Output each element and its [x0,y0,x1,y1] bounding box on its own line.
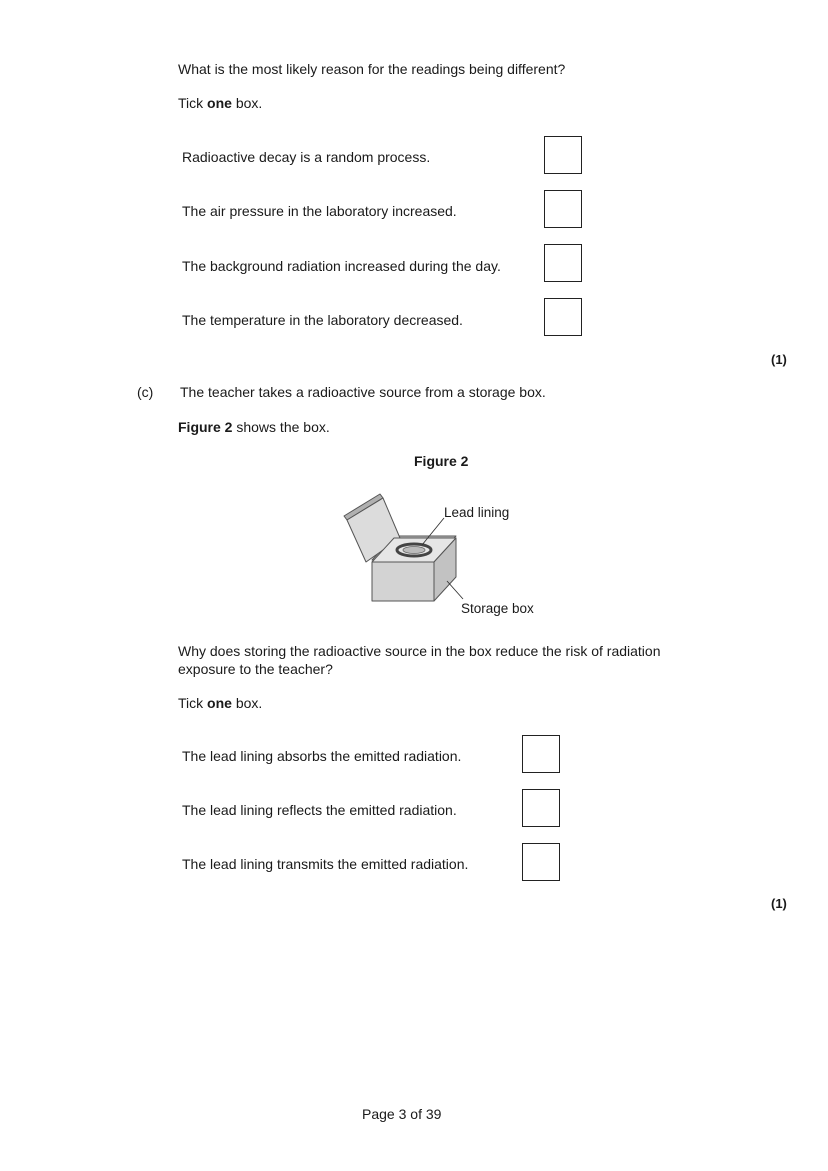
question-c-tickbox-3[interactable] [522,843,560,881]
question-b-tickbox-1[interactable] [544,136,582,174]
question-b-tickbox-3[interactable] [544,244,582,282]
question-c-prompt-line-1: Why does storing the radioactive source in the box reduce the risk of radiation [178,643,661,659]
question-b-option-text: The air pressure in the laboratory increased. [182,203,457,219]
question-c-marks: (1) [771,896,787,911]
question-b-tickbox-2[interactable] [544,190,582,228]
of-label: of [410,1106,422,1122]
question-c-option-text: The lead lining reflects the emitted radiation. [182,802,457,818]
instruction-bold: one [207,695,232,711]
question-b-tickbox-4[interactable] [544,298,582,336]
storage-box-leader-line [447,581,463,599]
question-c-tickbox-2[interactable] [522,789,560,827]
instruction-suffix: box. [231,695,263,711]
figure-reference-suffix: shows the box. [232,419,330,435]
page-label: Page [362,1106,395,1122]
storage-box-label: Storage box [461,601,534,616]
total-pages: 39 [425,1106,442,1122]
question-c-part-label: (c) [137,384,154,400]
instruction-bold: one [207,95,232,111]
page-number: 3 [398,1106,407,1122]
question-b-marks: (1) [771,352,787,367]
question-b-option-text: The background radiation increased during the day. [182,258,501,274]
question-c-prompt-line-2: exposure to the teacher? [178,661,333,677]
instruction-suffix: box. [231,95,263,111]
question-b-option-text: The temperature in the laboratory decreased. [182,312,463,328]
question-c-option-text: The lead lining transmits the emitted radiation. [182,856,469,872]
lead-lining-label: Lead lining [444,505,510,520]
question-b-prompt: What is the most likely reason for the readings being different? [178,61,566,77]
instruction-prefix: Tick [178,95,208,111]
question-c-tickbox-1[interactable] [522,735,560,773]
question-c-figure-reference [178,419,330,435]
instruction-prefix: Tick [178,695,208,711]
figure-reference-bold: Figure 2 [178,419,233,435]
question-b-instruction [178,95,262,111]
figure-title: Figure 2 [414,453,469,469]
question-b-option-text: Radioactive decay is a random process. [182,149,431,165]
box-front-face [372,562,434,601]
question-c-instruction [178,695,262,711]
question-c-intro: The teacher takes a radioactive source from a storage box. [180,384,546,400]
question-c-option-text: The lead lining absorbs the emitted radiation. [182,748,462,764]
page-footer [362,1106,441,1122]
